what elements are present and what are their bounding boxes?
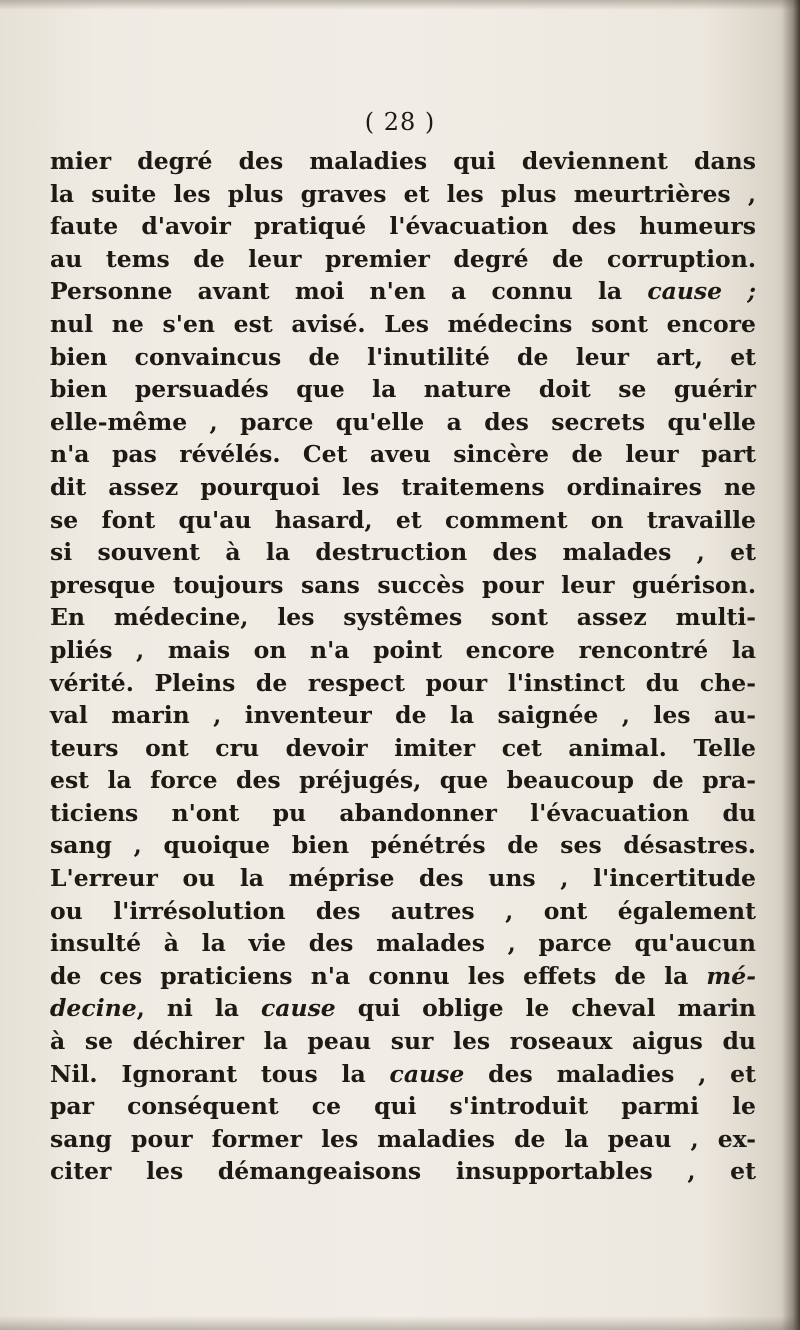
text-run: à se déchirer la peau sur les roseaux aigus du	[50, 1027, 756, 1056]
text-run: des maladies , et	[464, 1059, 756, 1088]
text-line	[50, 1123, 756, 1156]
text-run: sang , quoique bien pénétrés de ses désastres.	[50, 831, 756, 860]
text-line	[50, 829, 756, 862]
text-run: Personne avant moi n'en a connu la	[50, 277, 648, 306]
text-run: la suite les plus graves et les plus meurtrières ,	[50, 179, 756, 208]
text-line	[50, 862, 756, 895]
italic-text-run: cause ;	[647, 277, 756, 306]
text-line	[50, 178, 756, 211]
text-run: ticiens n'ont pu abandonner l'évacuation du	[50, 798, 756, 827]
text-line	[50, 210, 756, 243]
page-top-shadow	[0, 0, 800, 10]
body-text	[50, 145, 756, 1188]
text-run: est la force des préjugés, que beaucoup de pra-	[50, 766, 756, 795]
page-bottom-shadow	[0, 1316, 800, 1330]
text-run: pliés , mais on n'a point encore rencontré la	[50, 635, 756, 664]
italic-text-run: decine	[50, 994, 137, 1023]
text-run: bien persuadés que la nature doit se guérir	[50, 375, 756, 404]
text-line	[50, 373, 756, 406]
text-line	[50, 536, 756, 569]
text-run: qui oblige le cheval marin	[335, 994, 756, 1023]
text-run: teurs ont cru devoir imiter cet animal. Telle	[50, 733, 756, 762]
text-line	[50, 601, 756, 634]
text-line	[50, 1058, 756, 1091]
text-run: insulté à la vie des malades , parce qu'aucun	[50, 929, 756, 958]
text-run: En médecine, les systêmes sont assez multi-	[50, 603, 756, 632]
text-run: elle-même , parce qu'elle a des secrets qu'elle	[50, 407, 756, 436]
text-run: , ni la	[136, 994, 261, 1023]
text-line	[50, 927, 756, 960]
text-run: sang pour former les maladies de la peau , ex-	[50, 1124, 756, 1153]
text-line	[50, 699, 756, 732]
text-run: presque toujours sans succès pour leur guérison.	[50, 570, 756, 599]
text-line	[50, 732, 756, 765]
text-line	[50, 667, 756, 700]
text-line	[50, 308, 756, 341]
page-binding-shadow	[782, 0, 800, 1330]
text-line	[50, 895, 756, 928]
text-line	[50, 471, 756, 504]
italic-text-run: mé-	[706, 961, 756, 990]
text-run: L'erreur ou la méprise des uns , l'incertitude	[50, 864, 756, 893]
text-line	[50, 243, 756, 276]
text-line	[50, 992, 756, 1025]
text-run: au tems de leur premier degré de corruption.	[50, 244, 756, 273]
page-number: ( 28 )	[364, 108, 436, 136]
text-line	[50, 341, 756, 374]
text-line	[50, 438, 756, 471]
text-line	[50, 1025, 756, 1058]
italic-text-run: cause	[260, 994, 336, 1023]
text-run: se font qu'au hasard, et comment on travaille	[50, 505, 756, 534]
text-run: vérité. Pleins de respect pour l'instinct du che-	[50, 668, 756, 697]
text-run: si souvent à la destruction des malades , et	[50, 538, 756, 567]
text-run: ou l'irrésolution des autres , ont également	[50, 896, 756, 925]
text-line	[50, 764, 756, 797]
text-line	[50, 406, 756, 439]
text-line	[50, 569, 756, 602]
text-run: val marin , inventeur de la saignée , les au-	[50, 701, 756, 730]
text-line	[50, 797, 756, 830]
text-line	[50, 634, 756, 667]
text-line	[50, 275, 756, 308]
text-line	[50, 960, 756, 993]
text-line	[50, 504, 756, 537]
text-run: Nil. Ignorant tous la	[50, 1059, 390, 1088]
text-run: n'a pas révélés. Cet aveu sincère de leur part	[50, 440, 756, 469]
text-line	[50, 1090, 756, 1123]
text-line	[50, 1155, 756, 1188]
italic-text-run: cause	[389, 1059, 465, 1088]
text-run: de ces praticiens n'a connu les effets de la	[50, 961, 707, 990]
text-run: mier degré des maladies qui deviennent dans	[50, 147, 756, 175]
text-run: faute d'avoir pratiqué l'évacuation des humeurs	[50, 212, 756, 241]
text-run: par conséquent ce qui s'introduit parmi le	[50, 1092, 756, 1121]
text-run: nul ne s'en est avisé. Les médecins sont encore	[50, 309, 756, 338]
text-line	[50, 145, 756, 178]
text-run: citer les démangeaisons insupportables , et	[50, 1157, 756, 1186]
text-run: dit assez pourquoi les traitemens ordinaires ne	[50, 472, 756, 501]
text-run: bien convaincus de l'inutilité de leur art, et	[50, 342, 756, 371]
